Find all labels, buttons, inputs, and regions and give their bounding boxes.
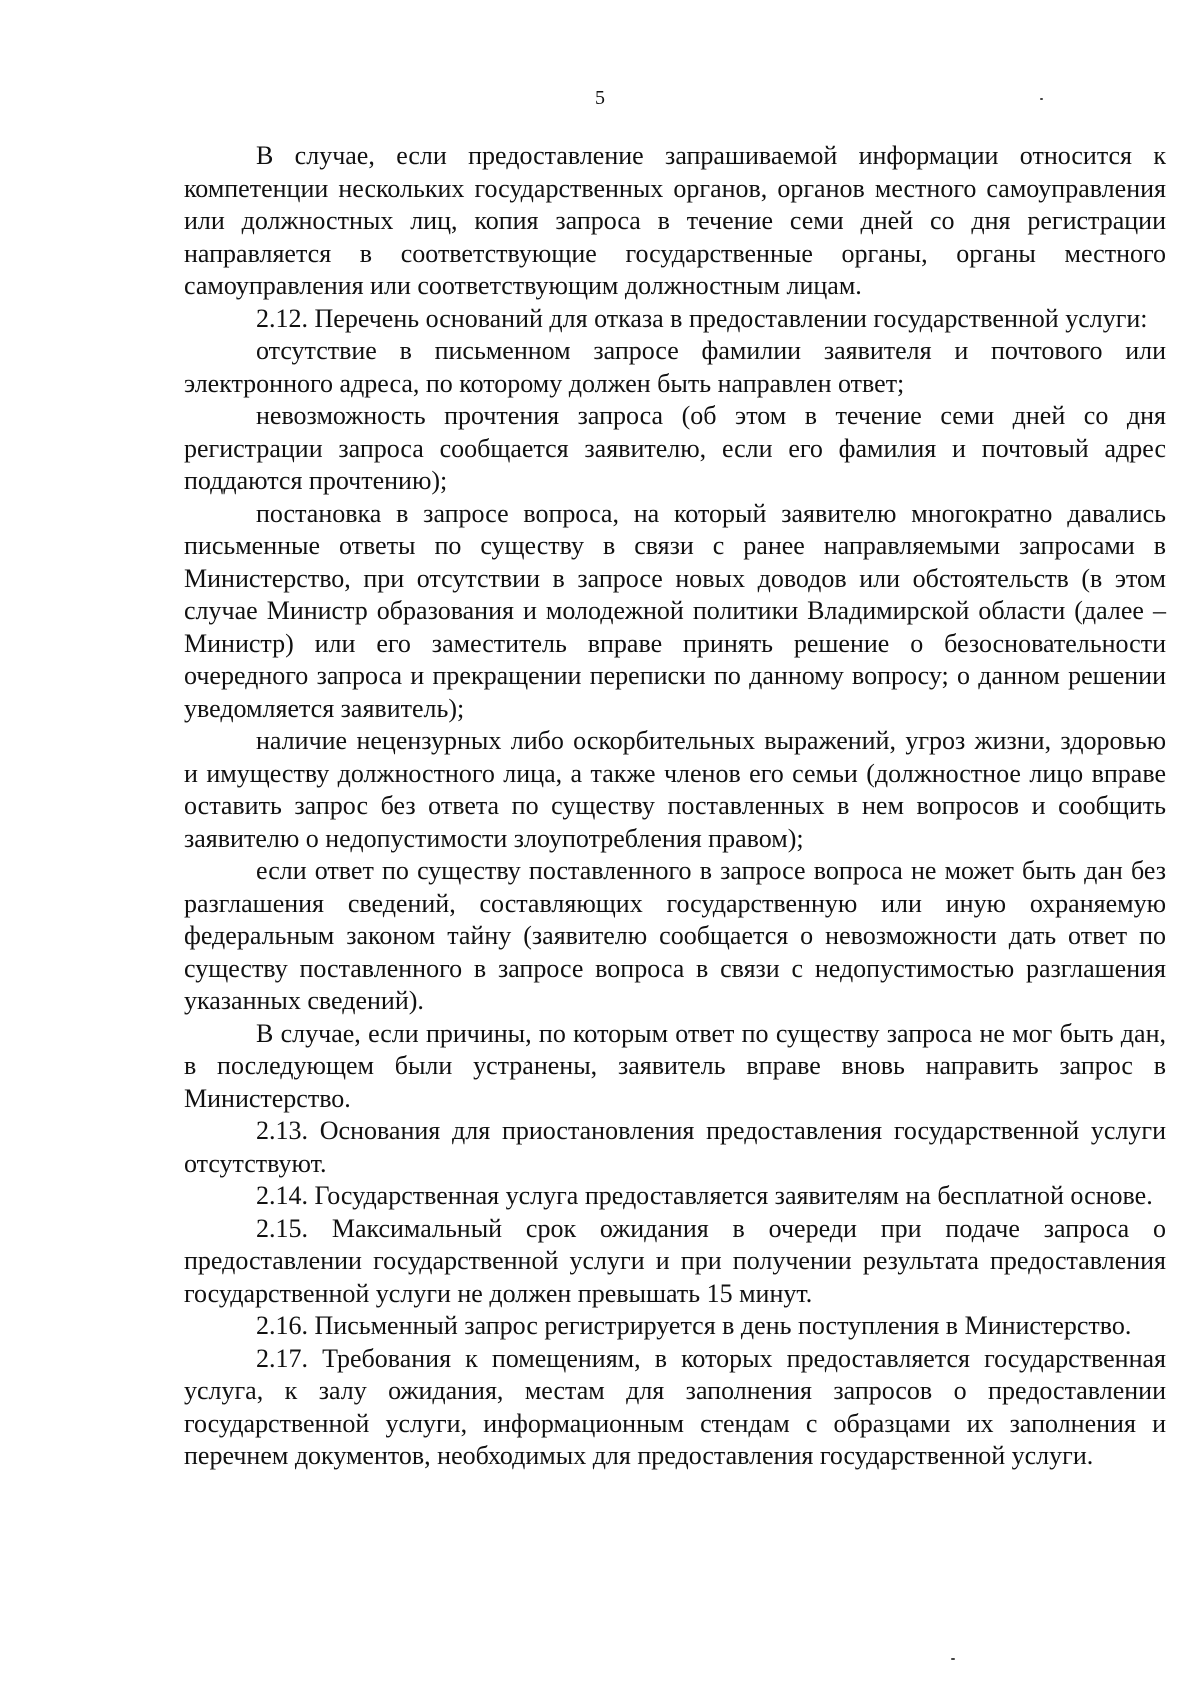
page-number: 5 (595, 87, 605, 109)
paragraph-2-13: 2.13. Основания для приостановления предоставления государственной услуги отсутствуют. (184, 1116, 1166, 1178)
paragraph-resubmit: В случае, если причины, по которым ответ по существу запроса не мог быть дан, в последующем были устранены, заявитель вправе вновь направить запрос в Министерство. (184, 1018, 1166, 1113)
paragraph-2-16: 2.16. Письменный запрос регистрируется в день поступления в Министерство. (256, 1311, 1132, 1340)
scan-speck (951, 1658, 955, 1660)
paragraph-2-14: 2.14. Государственная услуга предоставляется заявителям на бесплатной основе. (256, 1181, 1153, 1210)
document-body (184, 140, 1166, 1473)
paragraph-unreadable: невозможность прочтения запроса (об этом в течение семи дней со дня регистрации запроса сообщается заявителю, если его фамилия и почтовый адрес поддаются прочтению); (184, 401, 1166, 495)
paragraph-2-12: 2.12. Перечень оснований для отказа в предоставлении государственной услуги: (256, 303, 1148, 333)
paragraph-competence: В случае, если предоставление запрашиваемой информации относится к компетенции нескольких государственных органов, органов местного самоуправления или должностных лиц, копия запроса в течение семи дней со дня регистрации направляется в соответствующие государственные органы, органы местного самоуправления или соответствующим должностным лицам. (184, 141, 1166, 300)
paragraph-2-17: 2.17. Требования к помещениям, в которых предоставляется государственная услуга, к залу ожидания, местам для заполнения запросов о предоставлении государственной услуги, информационным стендам с образцами их заполнения и перечнем документов, необходимых для предоставления государственной услуги. (184, 1343, 1166, 1470)
paragraph-repeated-question: постановка в запросе вопроса, на который заявителю многократно давались письменные ответы по существу в связи с ранее направляемыми запросами в Министерство, при отсутствии в запросе новых доводов или обстоятельств (в этом случае Министр образования и молодежной политики Владимирской области (далее – Министр) или его заместитель вправе принять решение о безосновательности очередного запроса и прекращении переписки по данному вопросу; о данном решении уведомляется заявитель); (184, 498, 1166, 723)
paragraph-2-15: 2.15. Максимальный срок ожидания в очереди при подаче запроса о предоставлении государственной услуги и при получении результата предоставления государственной услуги не должен превышать 15 минут. (184, 1213, 1166, 1308)
scan-speck (1040, 98, 1043, 100)
paragraph-no-address: отсутствие в письменном запросе фамилии заявителя и почтового или электронного адреса, по которому должен быть направлен ответ; (184, 336, 1166, 398)
paragraph-secret: если ответ по существу поставленного в запросе вопроса не может быть дан без разглашения сведений, составляющих государственную или иную охраняемую федеральным законом тайну (заявителю сообщается о невозможности дать ответ по существу поставленного в запросе вопроса в связи с недопустимостью разглашения указанных сведений). (184, 856, 1166, 1015)
paragraph-offensive: наличие нецензурных либо оскорбительных выражений, угроз жизни, здоровью и имуществу должностного лица, а также членов его семьи (должностное лицо вправе оставить запрос без ответа по существу поставленных в нем вопросов и сообщить заявителю о недопустимости злоупотребления правом); (184, 726, 1166, 853)
